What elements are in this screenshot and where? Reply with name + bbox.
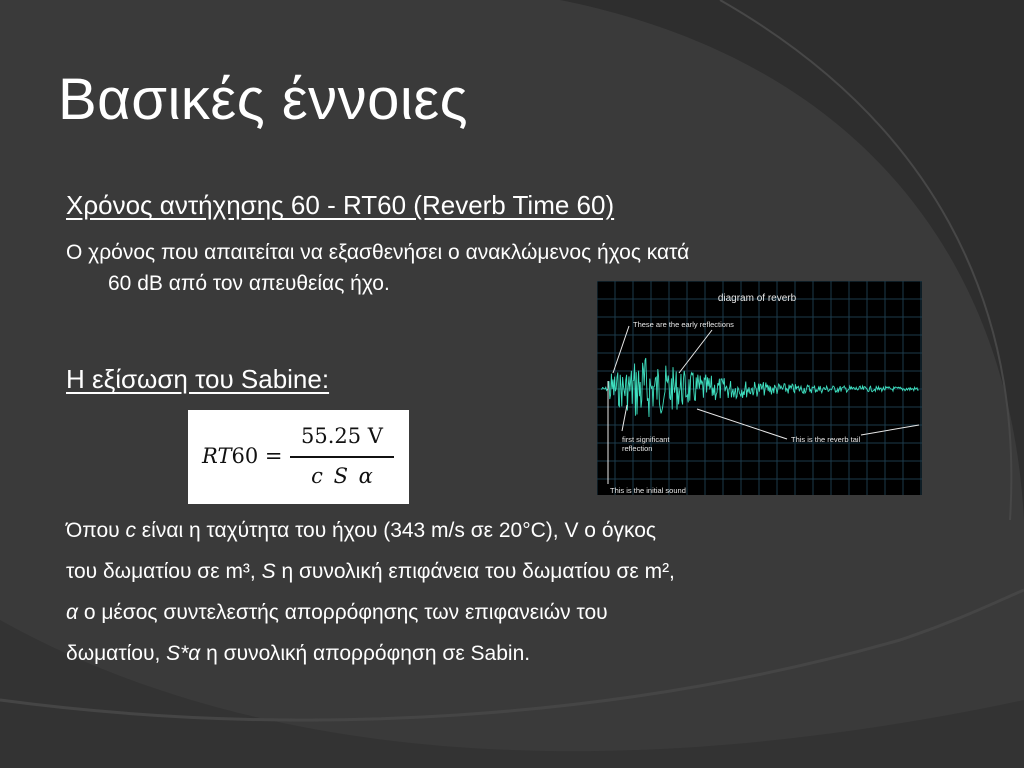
rt60-definition-line2: 60 dB από τον απευθείας ήχο.	[108, 272, 390, 295]
explanation-text: Όπου	[66, 519, 126, 542]
rt60-heading: Χρόνος αντήχησης 60 - RT60 (Reverb Time 60)	[66, 190, 615, 220]
diagram-title: diagram of reverb	[717, 293, 797, 304]
explanation-text: δωματίου,	[66, 642, 167, 665]
fraction-bar	[290, 456, 394, 458]
formula-denominator: c S α	[311, 464, 373, 488]
var-s-alpha: S*α	[166, 642, 201, 665]
explanation-text: η συνολική επιφάνεια του δωματίου σε m²,	[275, 560, 675, 583]
rt60-definition-line1: Ο χρόνος που απαιτείται να εξασθενήσει ο ανακλώμενος ήχος κατά	[66, 241, 690, 264]
var-alpha: α	[66, 601, 78, 624]
formula-lhs	[202, 444, 282, 468]
explanation-text: του δωματίου σε m³,	[66, 560, 262, 583]
explanation-paragraph	[66, 510, 926, 674]
explanation-text: ο μέσος συντελεστής απορρόφησης των επιφανειών του	[77, 601, 608, 624]
formula-lhs-var: RT	[202, 444, 232, 468]
label-initial-sound: This is the initial sound	[610, 486, 686, 495]
label-reverb-tail: This is the reverb tail	[791, 435, 861, 444]
label-first-significant: first significant	[622, 435, 670, 444]
slide-title: Βασικές έννοιες	[58, 67, 469, 132]
var-c: c	[125, 519, 136, 542]
sabine-heading: Η εξίσωση του Sabine:	[66, 364, 330, 394]
label-early-reflections: These are the early reflections	[633, 320, 734, 329]
sabine-formula	[188, 410, 409, 504]
formula-lhs-num: 60 =	[231, 444, 283, 468]
var-s: S	[261, 560, 276, 583]
explanation-text: η συνολική απορρόφηση σε Sabin.	[200, 642, 531, 665]
label-reflection: reflection	[622, 444, 653, 453]
formula-numerator: 55.25 V	[301, 424, 383, 448]
explanation-text: είναι η ταχύτητα του ήχου (343 m/s σε 20°C), V ο όγκος	[135, 519, 657, 542]
reverb-diagram	[597, 281, 922, 495]
